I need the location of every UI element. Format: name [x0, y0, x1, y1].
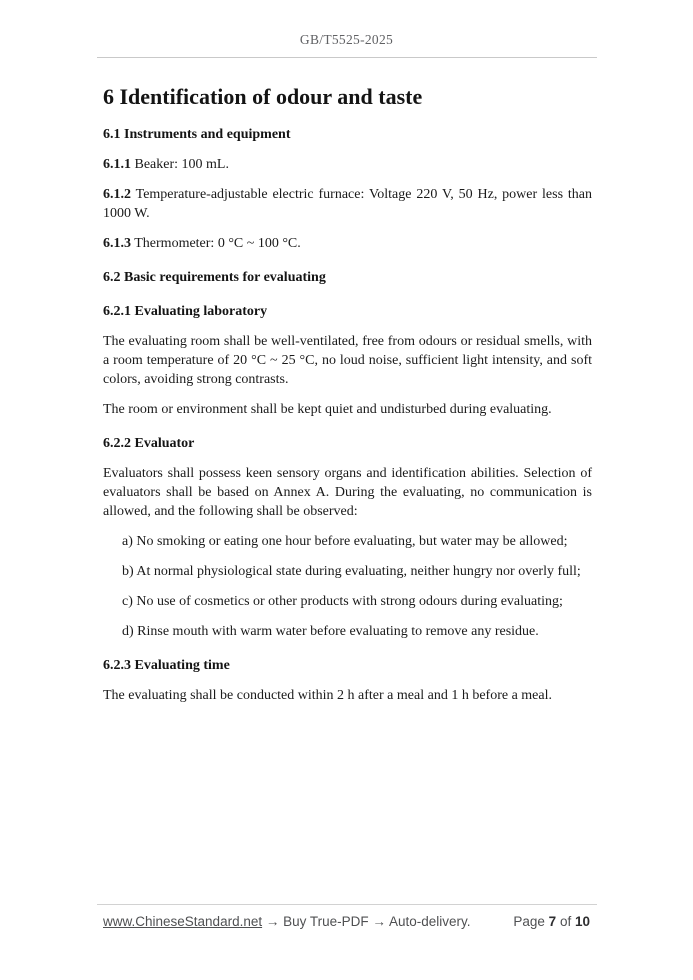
clause-number: 6.1.3	[103, 236, 131, 251]
paragraph-quiet-room: The room or environment shall be kept quiet and undisturbed during evaluating.	[103, 402, 552, 417]
footer-note	[103, 913, 470, 930]
clause-text: Beaker: 100 mL.	[134, 157, 229, 172]
page-label: Page	[513, 914, 545, 929]
rule-item-d: d) Rinse mouth with warm water before evaluating to remove any residue.	[122, 624, 539, 639]
clause-text: Thermometer: 0 °C ~ 100 °C.	[134, 236, 301, 251]
site-link[interactable]: www.ChineseStandard.net	[103, 914, 263, 929]
evaluator-rules-list	[103, 532, 592, 641]
section-heading-6-2-1: 6.2.1 Evaluating laboratory	[103, 304, 268, 319]
right-arrow-icon: →	[265, 914, 280, 929]
section-heading-6-2: 6.2 Basic requirements for evaluating	[103, 270, 326, 285]
clause-number: 6.1.1	[103, 157, 131, 172]
chapter-heading: 6 Identification of odour and taste	[103, 84, 423, 109]
doc-number: GB/T5525-2025	[299, 32, 394, 47]
paragraph-evaluator-requirements: Evaluators shall possess keen sensory organs and identification abilities. Selection of evaluators shall be based on Annex A. During the evaluating, no communication is allowed, and the following shall be observed:	[103, 466, 592, 519]
rule-item-c: c) No use of cosmetics or other products with strong odours during evaluating;	[122, 594, 563, 609]
clause-number: 6.1.2	[103, 187, 131, 202]
clause-6-1-2	[103, 185, 592, 223]
section-heading-6-1: 6.1 Instruments and equipment	[103, 127, 291, 142]
paragraph-evaluating-room: The evaluating room shall be well-ventilated, free from odours or residual smells, with a room temperature of 20 °C ~ 25 °C, no loud noise, sufficient light intensity, and soft colors, avoiding strong contrasts.	[103, 334, 592, 387]
of-label: of	[559, 914, 572, 929]
footer-step-buy: Buy True-PDF	[283, 914, 369, 929]
footer-divider	[97, 904, 597, 905]
right-arrow-icon: →	[372, 914, 386, 929]
footer-step-delivery: Auto-delivery.	[388, 914, 471, 929]
paragraph-evaluating-time: The evaluating shall be conducted within 2 h after a meal and 1 h before a meal.	[103, 688, 552, 703]
document-body	[103, 76, 592, 705]
page-indicator	[513, 913, 590, 930]
clause-text: Temperature-adjustable electric furnace: Voltage 220 V, 50 Hz, power less than 1000 W.	[103, 187, 592, 221]
rule-item-b: b) At normal physiological state during evaluating, neither hungry nor overly full;	[122, 564, 581, 579]
page-current: 7	[548, 914, 557, 929]
header-divider	[97, 57, 597, 58]
rule-item-a: a) No smoking or eating one hour before evaluating, but water may be allowed;	[122, 534, 568, 549]
clause-6-1-1	[103, 155, 592, 174]
section-heading-6-2-3: 6.2.3 Evaluating time	[103, 658, 230, 673]
section-heading-6-2-2: 6.2.2 Evaluator	[103, 436, 195, 451]
doc-footer	[103, 913, 590, 930]
clause-6-1-3	[103, 234, 592, 253]
page-total: 10	[574, 914, 590, 929]
doc-header	[0, 32, 693, 48]
